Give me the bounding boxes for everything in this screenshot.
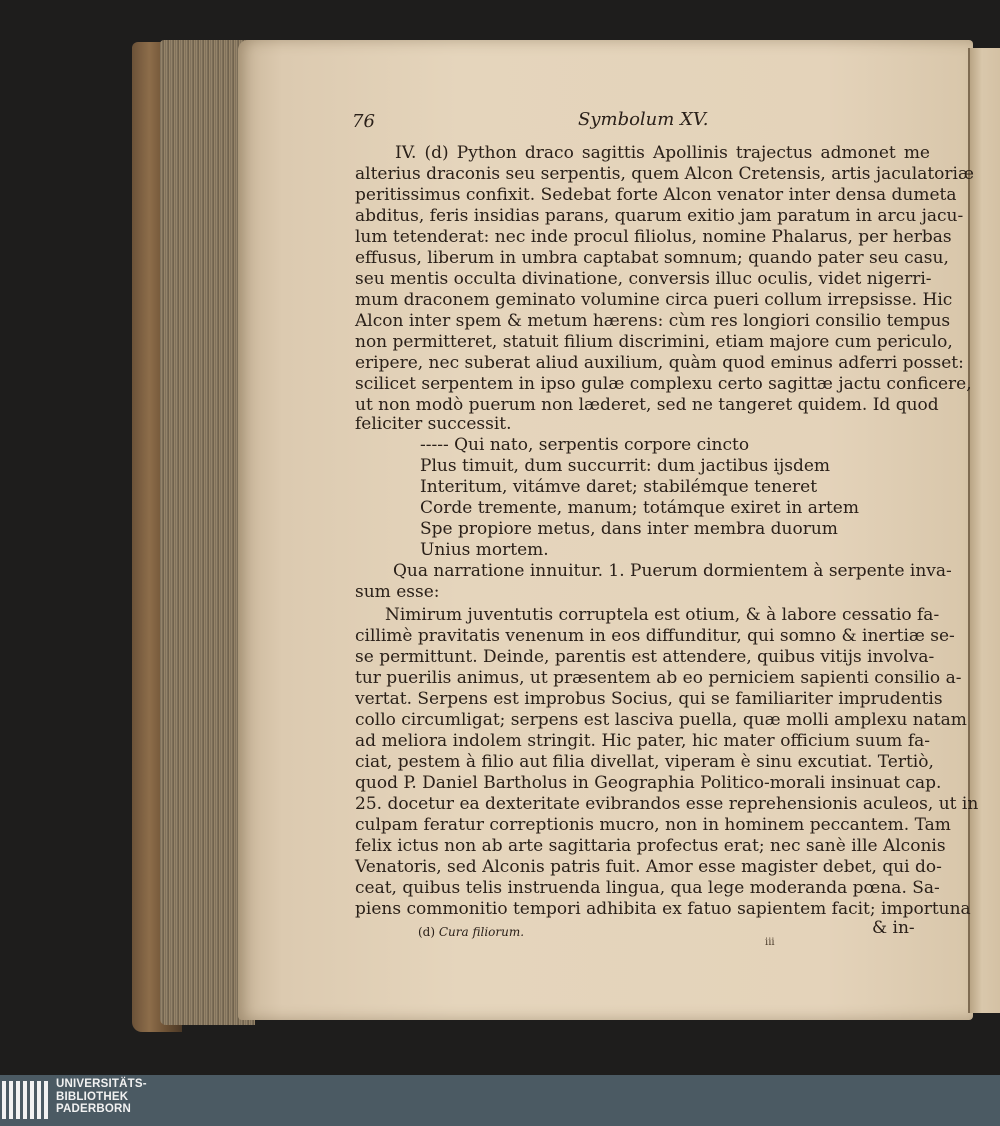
verse-line: Plus timuit, dum succurrit: dum jactibus ijsdem — [420, 456, 831, 476]
body-line: piens commonitio tempori adhibita ex fatuo sapientem facit; importuna — [355, 899, 971, 919]
body-line: ut non modò puerum non læderet, sed ne tangeret quidem. Id quod — [355, 395, 939, 415]
verse-line: Interitum, vitámve daret; stabilémque teneret — [420, 477, 818, 497]
body-line: Nimirum juventutis corruptela est otium, & à labore cessatio fa- — [385, 605, 940, 625]
footnote-mark: (d) — [418, 925, 436, 939]
body-line: 25. docetur ea dexteritate evibrandos esse reprehensionis aculeos, ut in — [355, 794, 979, 814]
body-line: Qua narratione innuitur. 1. Puerum dormientem à serpente inva- — [393, 561, 952, 581]
body-line: felix ictus non ab arte sagittaria profectus erat; nec sanè ille Alconis — [355, 836, 946, 856]
library-name-line: UNIVERSITÄTS- — [56, 1078, 147, 1090]
catchword: & in- — [872, 918, 915, 938]
body-line: cillimè pravitatis venenum in eos diffunditur, qui somno & inertiæ se- — [355, 626, 955, 646]
body-line: alterius draconis seu serpentis, quem Alcon Cretensis, artis jaculatoriæ — [355, 164, 974, 184]
library-name-line: PADERBORN — [56, 1103, 132, 1115]
verse-line: Unius mortem. — [420, 540, 549, 560]
body-line: effusus, liberum in umbra captabat somnum; quando pater seu casu, — [355, 248, 949, 268]
footnote — [418, 925, 524, 939]
body-line: non permitteret, statuit filium discrimini, etiam majore cum periculo, — [355, 332, 953, 352]
library-footer — [0, 1075, 1000, 1126]
body-line: Alcon inter spem & metum hærens: cùm res longiori consilio tempus — [355, 311, 951, 331]
footnote-text: Cura filiorum. — [438, 925, 525, 939]
body-line: sum esse: — [355, 582, 440, 602]
library-name — [56, 1078, 147, 1116]
body-line: lum tetenderat: nec inde procul filiolus, nomine Phalarus, per herbas — [355, 227, 952, 247]
page-number: 76 — [352, 111, 375, 132]
verse-line: Corde tremente, manum; totámque exiret in artem — [420, 498, 859, 518]
body-line: ciat, pestem à filio aut filia divellat, viperam è sinu excutiat. Tertiò, — [355, 752, 934, 772]
body-line: ceat, quibus telis instruenda lingua, qua lege moderanda pœna. Sa- — [355, 878, 940, 898]
body-line: Venatoris, sed Alconis patris fuit. Amor esse magister debet, qui do- — [355, 857, 942, 877]
body-line: ad meliora indolem stringit. Hic pater, hic mater officium suum fa- — [355, 731, 930, 751]
body-line: se permittunt. Deinde, parentis est attendere, quibus vitijs involva- — [355, 647, 935, 667]
body-line: peritissimus confixit. Sedebat forte Alcon venator inter densa dumeta — [355, 185, 957, 205]
body-line: mum draconem geminato volumine circa pueri collum irrepsisse. Hic — [355, 290, 953, 310]
body-line: tur puerilis animus, ut præsentem ab eo perniciem sapienti consilio a- — [355, 668, 962, 688]
body-line: IV. (d) Python draco sagittis Apollinis trajectus admonet me — [395, 143, 930, 163]
signature-mark: iii — [765, 937, 775, 948]
library-name-line: BIBLIOTHEK — [56, 1090, 129, 1103]
body-line: eripere, nec suberat aliud auxilium, quàm quod eminus adferri posset: — [355, 353, 964, 373]
body-line: scilicet serpentem in ipso gulæ complexu certo sagittæ jactu conficere, — [355, 374, 972, 394]
body-line: abditus, feris insidias parans, quarum exitio jam paratum in arcu jacu- — [355, 206, 964, 226]
verse-line: ----- Qui nato, serpentis corpore cincto — [420, 435, 750, 455]
body-line: vertat. Serpens est improbus Socius, qui se familiariter imprudentis — [355, 689, 943, 709]
body-line: culpam feratur correptionis mucro, non in hominem peccantem. Tam — [355, 815, 951, 835]
library-logo-icon — [0, 1077, 50, 1123]
verse-line: Spe propiore metus, dans inter membra duorum — [420, 519, 838, 539]
body-line: collo circumligat; serpens est lasciva puella, quæ molli amplexu natam — [355, 710, 967, 730]
body-line: quod P. Daniel Bartholus in Geographia Politico-morali insinuat cap. — [355, 773, 942, 793]
body-line: seu mentis occulta divinatione, conversis illuc oculis, videt nigerri- — [355, 269, 932, 289]
running-head: Symbolum XV. — [578, 109, 709, 130]
body-line-last: feliciter successit. — [355, 414, 512, 434]
